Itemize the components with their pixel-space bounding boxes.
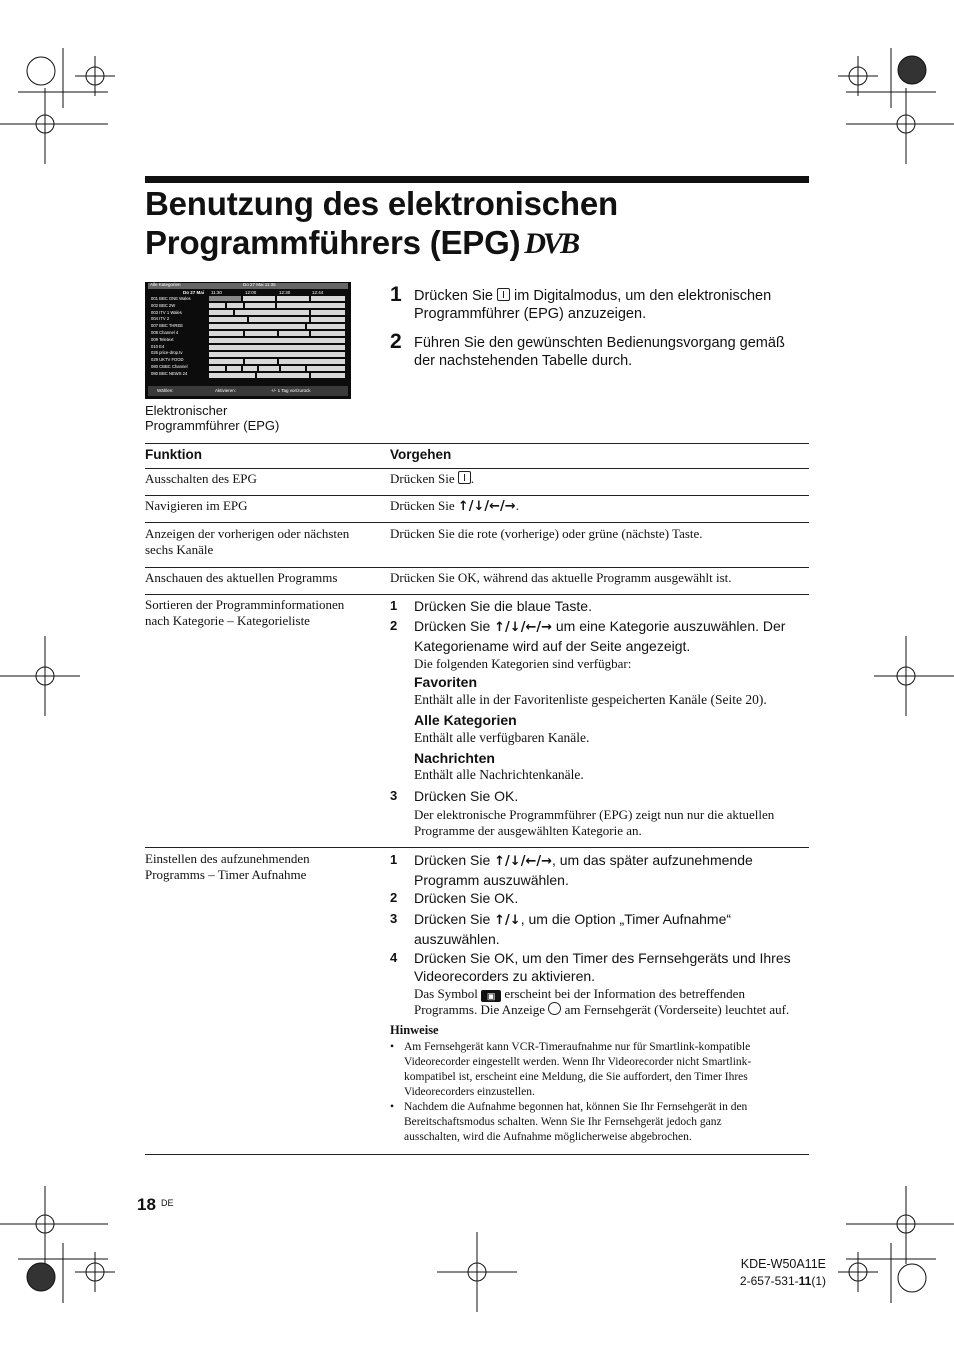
step-2-a: Führen Sie den gewünschten Bedienungsvorgang gemäß [414, 335, 785, 351]
epg-header-date: Do 27 Mai 11:35 [243, 282, 276, 287]
step-2-text [414, 334, 814, 370]
epg-channel: 009 Teletext [151, 336, 174, 342]
epg-date: Do 27 Mai [183, 290, 205, 295]
row-5-step-3-text: Drücken Sie OK. [414, 788, 519, 804]
row-2-vorgehen: Drücken Sie ↑/↓/←/→. [390, 498, 519, 514]
table-row-rule [145, 594, 809, 595]
note-1-line: Videorecorders einzustellen. [404, 1086, 535, 1098]
row-6-s1a: Drücken Sie [414, 852, 491, 868]
title-line-2: Programmführers (EPG) [145, 224, 521, 261]
code-prefix: 2-657-531- [739, 1274, 799, 1288]
epg-channel: 001 BBC ONE Wales [151, 296, 191, 301]
step-1-number: 1 [390, 283, 402, 306]
clock-icon [548, 1002, 561, 1015]
row-6-s2: Drücken Sie OK. [414, 890, 519, 906]
guide-button-icon [497, 288, 510, 301]
model-number: KDE-W50A11E [740, 1257, 826, 1271]
caption-line-1: Elektronischer [145, 403, 228, 418]
page-lang: DE [161, 1198, 174, 1208]
epg-time-4: 12:44 [312, 290, 324, 295]
row-1-text: Drücken Sie [390, 471, 455, 486]
step-1-c: Programmführer (EPG) anzuzeigen. [414, 306, 647, 322]
row-5-funktion [145, 597, 344, 629]
category-alle-desc: Enthält alle verfügbaren Kanäle. [414, 730, 590, 745]
row-5-s2a: Drücken Sie [414, 618, 491, 634]
step-2-b: der nachstehenden Tabelle durch. [414, 353, 633, 369]
row-3-f2: sechs Kanäle [145, 542, 214, 557]
note-1: • Am Fernsehgerät kann VCR-Timeraufnahme nur für Smartlink-kompatible Videorecorder eingestellt werden. Wenn Ihr Videorecorder nicht Smartlink- kompatibel ist, erscheint eine Meldung, die Sie auffordert, den Timer Ihres Videorecorders einzustellen. [390, 1040, 810, 1102]
row-5-step-1-text: Drücken Sie die blaue Taste. [414, 598, 592, 614]
epg-channel: 003 ITV 1 Wales [151, 309, 182, 315]
row-3-funktion [145, 526, 349, 558]
epg-time-2: 12:00 [245, 290, 257, 295]
row-4-funktion: Anschauen des aktuellen Programms [145, 570, 338, 585]
table-row-rule [145, 468, 809, 469]
title-bar-rule [145, 176, 809, 183]
row-6-funktion [145, 851, 310, 883]
sym-b: erscheint bei der Information des betreffenden [504, 986, 745, 1001]
row-3-f1: Anzeigen der vorherigen oder nächsten [145, 526, 350, 541]
table-top-rule [145, 443, 809, 444]
hinweise-heading: Hinweise [390, 1023, 439, 1037]
epg-channel: 029 UKTV FOOD [151, 357, 184, 363]
category-alle: Alle Kategorien [414, 712, 517, 728]
sym-a: Das Symbol [414, 986, 478, 1001]
row-1-vorgehen: Drücken Sie . [390, 471, 475, 486]
row-6-f1: Einstellen des aufzunehmenden [145, 851, 310, 866]
note-2-line: ausschalten, wird die Aufnahme möglicherweise abgebrochen. [404, 1131, 692, 1143]
epg-footer-select: Wählen: [157, 388, 174, 393]
step-1-text [414, 287, 814, 323]
col-header-funktion: Funktion [145, 447, 202, 462]
epg-channel: 026 price-drop.tv [151, 350, 183, 356]
sym-c: Programms. Die Anzeige [414, 1002, 546, 1017]
row-5-d1: Der elektronische Programmführer (EPG) zeigt nun nur die aktuellen [414, 807, 775, 822]
page-number: 18 [137, 1195, 156, 1214]
note-1-line: Am Fernsehgerät kann VCR-Timeraufnahme nur für Smartlink-kompatible [404, 1041, 751, 1053]
epg-header-left: Alle Kategorien [150, 282, 181, 287]
epg-channel: 007 BBC THREE [151, 323, 184, 329]
table-row-rule [145, 522, 809, 523]
row-6-s1c: Programm auszuwählen. [414, 872, 569, 888]
row-2-funktion: Navigieren im EPG [145, 498, 248, 513]
epg-footer-activate: Aktivieren: [215, 388, 237, 393]
row-6-s3c: auszuwählen. [414, 931, 500, 947]
row-6-f2: Programms – Timer Aufnahme [145, 867, 307, 882]
epg-channel: 080 CBBC Channel [151, 363, 188, 369]
epg-channel: 004 ITV 2 [151, 316, 170, 322]
arrow-keys-icon: ↑/↓/←/→ [494, 854, 552, 869]
row-5-s2c: Kategoriename wird auf der Seite angezeigt. [414, 638, 691, 654]
row-5-step-3-desc [414, 807, 810, 839]
table-row-rule [145, 847, 809, 848]
epg-screenshot [145, 282, 351, 399]
row-6-s4b: Videorecorders zu aktivieren. [414, 968, 596, 984]
screenshot-caption [145, 403, 279, 433]
category-favoriten: Favoriten [414, 674, 478, 690]
category-favoriten-desc: Enthält alle in der Favoritenliste gespeicherten Kanäle (Seite 20). [414, 692, 767, 707]
category-nachrichten: Nachrichten [414, 750, 495, 766]
row-5-f2: nach Kategorie – Kategorieliste [145, 613, 310, 628]
note-2-line: Nachdem die Aufnahme begonnen hat, können Sie Ihr Fernsehgerät in den [404, 1101, 748, 1113]
epg-time-1: 11:30 [211, 290, 222, 295]
caption-line-2: Programmführer (EPG) [145, 418, 280, 433]
epg-channel: 008 Channel 4 [151, 329, 179, 335]
title-line-1: Benutzung des elektronischen [145, 185, 618, 222]
epg-footer-day: +/- 1 Tag vor/zurück [271, 388, 311, 393]
note-1-line: Videorecorder eingestellt werden. Wenn Ihr Videorecorder nicht Smartlink- [404, 1056, 752, 1068]
note-1-line: kompatibel ist, erscheint eine Meldung, die Sie auffordert, den Timer Ihres [404, 1071, 748, 1083]
dvb-logo: DVB [524, 227, 578, 260]
arrow-keys-icon: ↑/↓/←/→ [494, 620, 552, 635]
note-2: • Nachdem die Aufnahme begonnen hat, können Sie Ihr Fernsehgerät in den Bereitschaftsmodus schalten. Wenn Sie Ihr Fernsehgerät jedoch ganz ausschalten, wird die Aufnahme möglicherweise abgebrochen. [390, 1100, 810, 1146]
row-1-funktion: Ausschalten des EPG [145, 471, 257, 486]
guide-button-icon [458, 471, 471, 484]
step-1-a: Drücken Sie [414, 288, 493, 304]
col-header-vorgehen: Vorgehen [390, 447, 452, 462]
table-bottom-rule [145, 1154, 809, 1155]
note-2-line: Bereitschaftsmodus schalten. Wenn Sie Ihr Fernsehgerät jedoch ganz [404, 1116, 722, 1128]
code-suffix: (1) [811, 1274, 826, 1288]
arrow-up-down-icon: ↑/↓ [494, 913, 521, 928]
page-title [145, 184, 805, 263]
epg-channel: 080 BBC NEWS 24 [151, 370, 188, 376]
row-6-s1b: , um das später aufzunehmende [551, 852, 753, 868]
epg-channel-list [151, 296, 209, 378]
row-3-vorgehen: Drücken Sie die rote (vorherige) oder grüne (nächste) Taste. [390, 526, 703, 541]
part-code [726, 1274, 826, 1288]
table-row-rule [145, 567, 809, 568]
row-5-avail: Die folgenden Kategorien sind verfügbar: [414, 656, 632, 671]
epg-channel: 010 E4 [151, 343, 165, 349]
epg-program-grid [209, 296, 347, 380]
row-6-symbol-note [414, 986, 810, 1018]
row-2-text: Drücken Sie [390, 498, 455, 513]
row-6-s3b: , um die Option „Timer Aufnahme“ [520, 911, 732, 927]
vcr-icon: ▣ [481, 990, 501, 1002]
code-bold: 11 [798, 1274, 812, 1288]
row-6-s4a: Drücken Sie OK, um den Timer des Fernsehgeräts und Ihres [414, 950, 791, 966]
row-6-s3a: Drücken Sie [414, 911, 491, 927]
arrow-keys-icon: ↑/↓/←/→ [457, 499, 516, 514]
row-5-f1: Sortieren der Programminformationen [145, 597, 345, 612]
row-4-vorgehen: Drücken Sie OK, während das aktuelle Programm ausgewählt ist. [390, 570, 732, 585]
row-5-s2b: um eine Kategorie auszuwählen. Der [555, 618, 786, 634]
table-row-rule [145, 495, 809, 496]
step-2-number: 2 [390, 330, 402, 353]
row-5-d2: Programme der ausgewählten Kategorie an. [414, 823, 642, 838]
epg-channel: 002 BBC 2W [151, 302, 176, 308]
step-1-b: im Digitalmodus, um den elektronischen [514, 288, 772, 304]
epg-time-3: 12:30 [279, 290, 291, 295]
sym-d: am Fernsehgerät (Vorderseite) leuchtet auf. [564, 1002, 790, 1017]
category-nachrichten-desc: Enthält alle Nachrichtenkanäle. [414, 767, 584, 782]
